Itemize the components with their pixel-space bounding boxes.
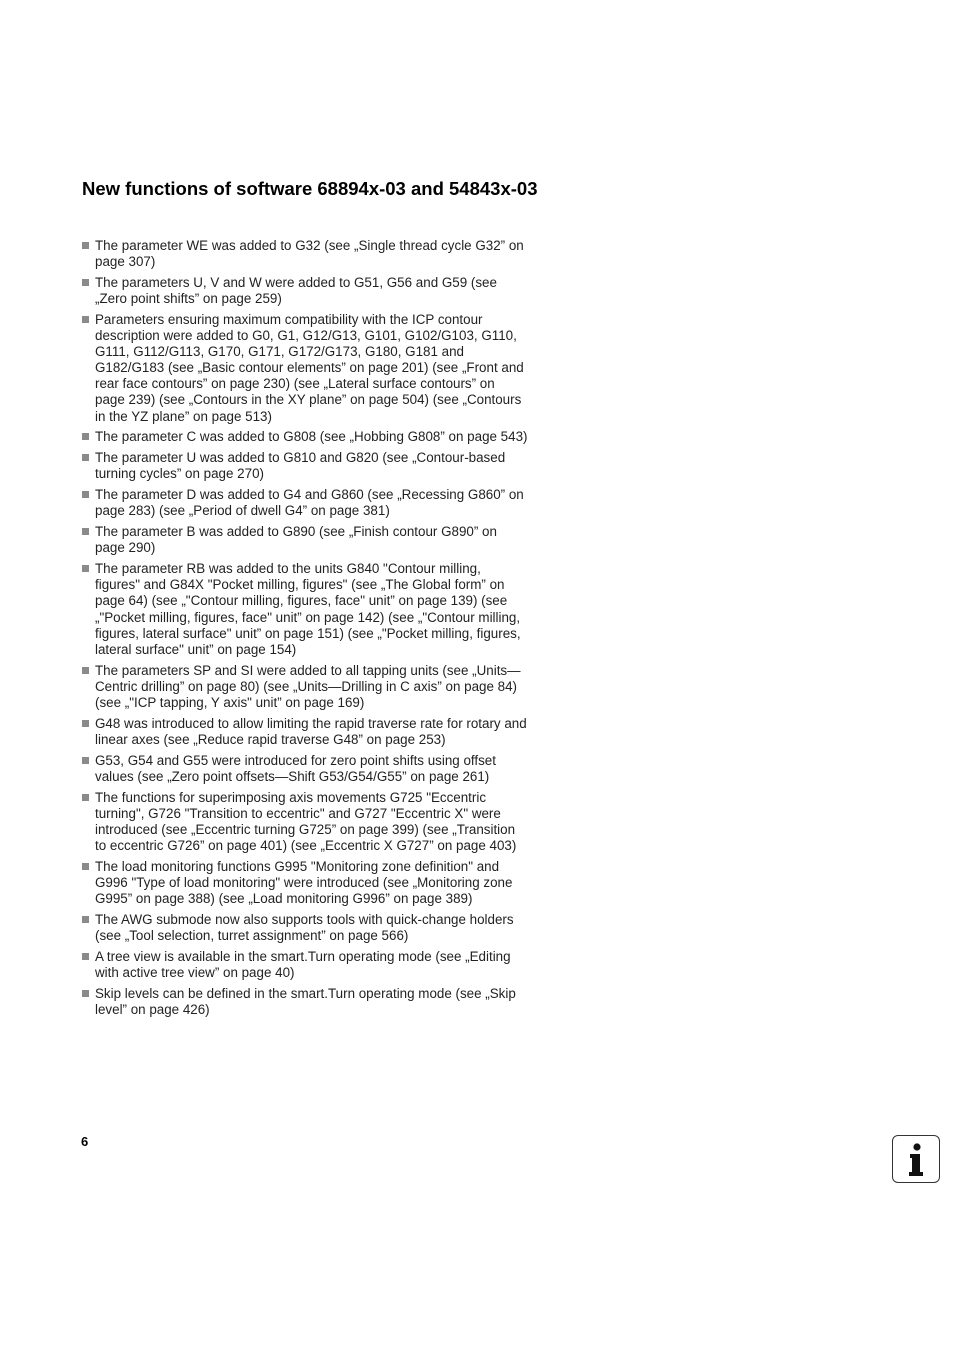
list-item — [82, 663, 528, 711]
bullet-square-icon — [82, 990, 89, 997]
info-glyph — [893, 1136, 938, 1181]
list-item-text: The parameters SP and SI were added to all tapping units (see „Units—Centric drilling” on page 80) (see „Units—Drilling in C axis” on page 84) (see „"ICP tapping, Y axis" unit” on page 169) — [95, 662, 521, 710]
list-item-text: G48 was introduced to allow limiting the rapid traverse rate for rotary and linear axes (see „Reduce rapid traverse G48” on page 253) — [95, 715, 527, 747]
list-item-text: G53, G54 and G55 were introduced for zero point shifts using offset values (see „Zero point offsets—Shift G53/G54/G55” on page 261) — [95, 752, 496, 784]
list-item-text: The AWG submode now also supports tools with quick-change holders (see „Tool selection, turret assignment” on page 566) — [95, 911, 514, 944]
list-item-text: The parameter B was added to G890 (see „Finish contour G890” on page 290) — [95, 524, 497, 556]
list-item-text: The parameter C was added to G808 (see „Hobbing G808” on page 543) — [95, 429, 528, 445]
list-item — [82, 859, 528, 907]
new-functions-list — [82, 238, 528, 1023]
list-item-text: The parameter WE was added to G32 (see „Single thread cycle G32” on page 307) — [95, 238, 524, 270]
info-icon — [892, 1135, 940, 1183]
bullet-square-icon — [82, 667, 89, 674]
list-item — [82, 450, 528, 482]
list-item — [82, 238, 528, 270]
list-item — [82, 790, 528, 854]
page-number: 6 — [81, 1134, 89, 1149]
list-item-text: The parameter U was added to G810 and G820 (see „Contour-based turning cycles” on page 270) — [95, 450, 506, 482]
list-item — [82, 524, 528, 556]
list-item-text: Skip levels can be defined in the smart.Turn operating mode (see „Skip level” on page 426) — [95, 985, 516, 1017]
bullet-square-icon — [82, 279, 89, 286]
section-title: New functions of software 68894x-03 and 54843x-03 — [82, 178, 538, 199]
bullet-square-icon — [82, 757, 89, 764]
list-item-text: A tree view is available in the smart.Turn operating mode (see „Editing with active tree view” on page 40) — [95, 948, 511, 980]
list-item — [82, 753, 528, 785]
list-item — [82, 487, 528, 519]
list-item — [82, 561, 528, 658]
bullet-square-icon — [82, 720, 89, 727]
list-item — [82, 949, 528, 981]
list-item-text: The parameters U, V and W were added to G51, G56 and G59 (see „Zero point shifts” on page 259) — [95, 274, 497, 307]
list-item-text: The parameter RB was added to the units G840 "Contour milling, figures" and G84X "Pocket milling, figures" (see „The Global form” on page 64) (see „"Contour milling, figures, face" unit” on page 139) (see „"Pocket milling, figures, face" unit” on page 142) (see „"Contour milling, figures, lateral surface" unit” on page 151) (see „"Pocket milling, figures, lateral surface" unit” on page 154) — [95, 561, 521, 657]
list-item — [82, 912, 528, 944]
bullet-square-icon — [82, 242, 89, 249]
list-item — [82, 986, 528, 1018]
bullet-square-icon — [82, 316, 89, 323]
bullet-square-icon — [82, 491, 89, 498]
bullet-square-icon — [82, 528, 89, 535]
list-item — [82, 716, 528, 748]
list-item-text: The parameter D was added to G4 and G860 (see „Recessing G860” on page 283) (see „Period of dwell G4” on page 381) — [95, 487, 524, 519]
list-item — [82, 312, 528, 425]
bullet-square-icon — [82, 565, 89, 572]
list-item — [82, 429, 528, 445]
bullet-square-icon — [82, 863, 89, 870]
bullet-square-icon — [82, 916, 89, 923]
list-item — [82, 275, 528, 307]
list-item-text: The load monitoring functions G995 "Monitoring zone definition" and G996 "Type of load monitoring" were introduced (see „Monitoring zone G995” on page 388) (see „Load monitoring G996” on page 389) — [95, 858, 513, 907]
list-item-text: Parameters ensuring maximum compatibility with the ICP contour description were added to G0, G1, G12/G13, G101, G102/G103, G110, G111, G112/G113, G170, G171, G172/G173, G180, G181 and G182/G183 (see „Basic contour elements” on page 201) (see „Front and rear face contours” on page 230) (see „Lateral surface contours” on page 239) (see „Contours in the XY plane” on page 504) (see „Contours in the YZ plane” on page 513) — [95, 311, 524, 424]
bullet-square-icon — [82, 454, 89, 461]
list-item-text: The functions for superimposing axis movements G725 "Eccentric turning", G726 "Transition to eccentric" and G727 "Eccentric X" were introduced (see „Eccentric turning G725” on page 399) (see „Transition to eccentric G726” on page 401) (see „Eccentric X G727” on page 403) — [95, 789, 517, 853]
bullet-square-icon — [82, 433, 89, 440]
bullet-square-icon — [82, 794, 89, 801]
bullet-square-icon — [82, 953, 89, 960]
